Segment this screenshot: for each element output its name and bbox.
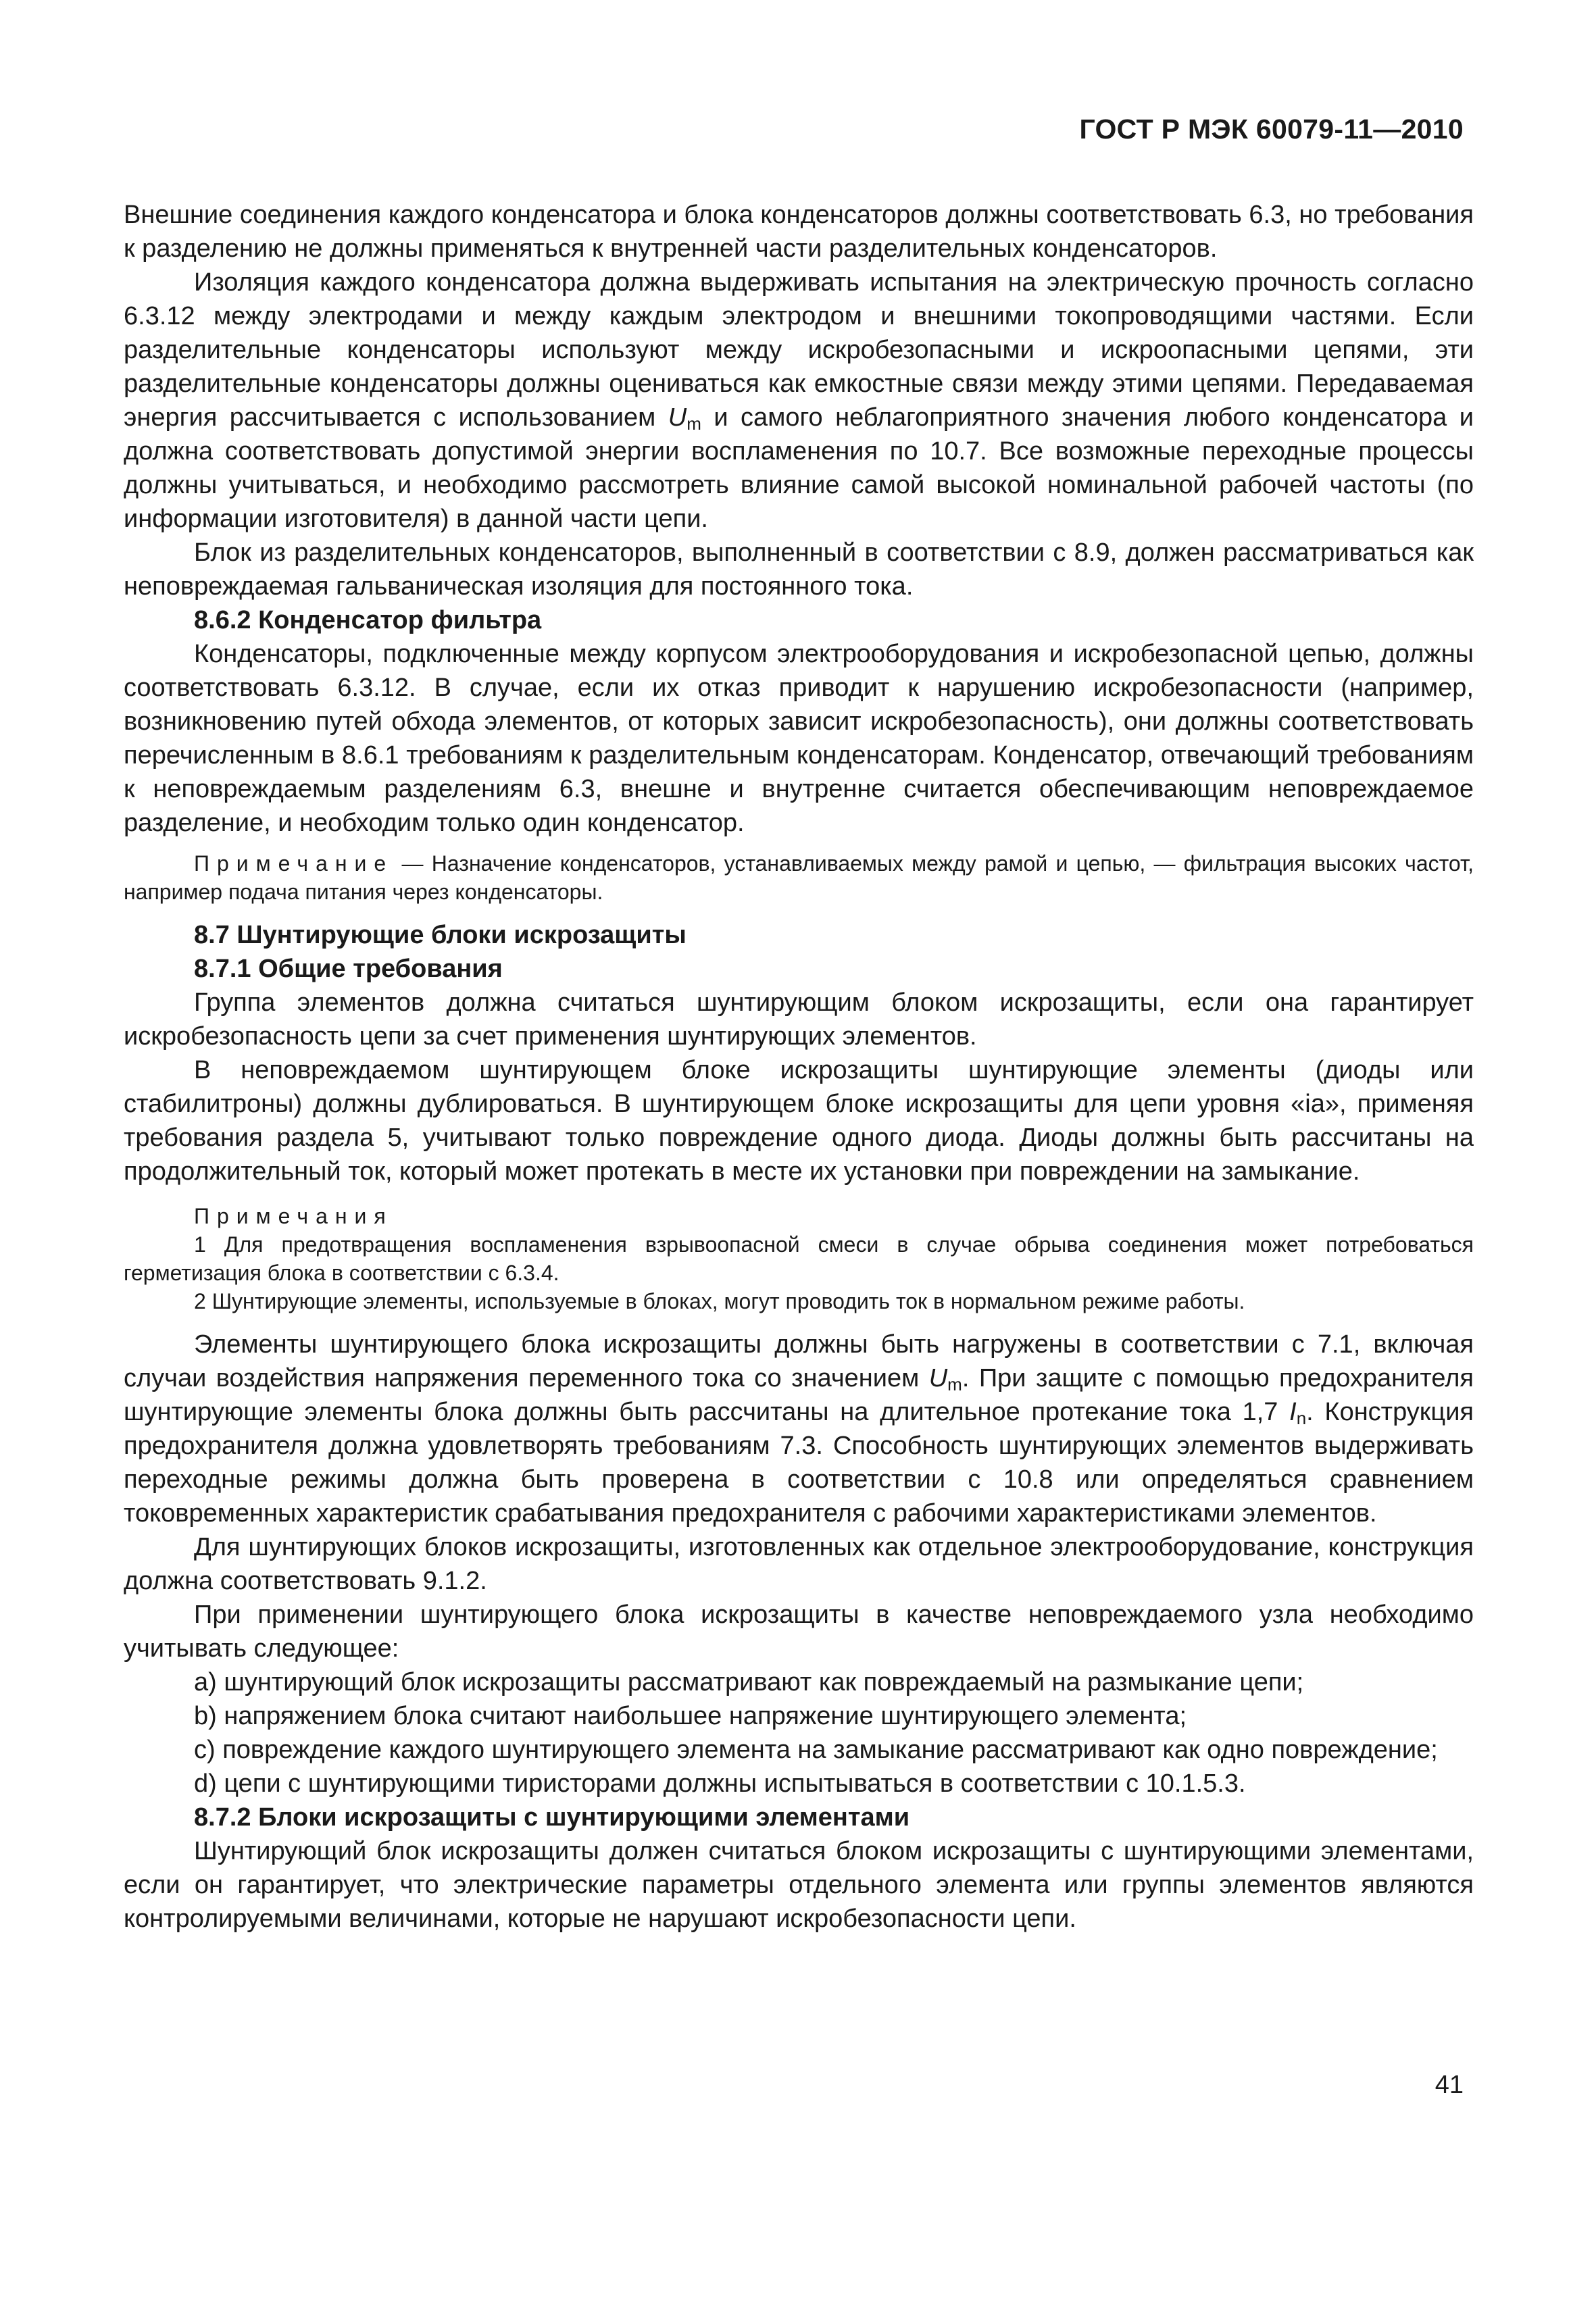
paragraph-consider-following: При применении шунтирующего блока искрозащиты в качестве неповреждаемого узла необходимо учитывать следующее: <box>124 1601 1474 1663</box>
heading-8-7: 8.7 Шунтирующие блоки искрозащиты <box>194 921 687 949</box>
heading-8-6-2: 8.6.2 Конденсатор фильтра <box>194 606 542 634</box>
paragraph-capacitor-block: Блок из разделительных конденсаторов, выполненный в соответствии с 8.9, должен рассматриваться как неповреждаемая гальваническая изоляция для постоянного тока. <box>124 538 1474 601</box>
subscript-m: m <box>687 413 701 434</box>
paragraph-external-connections: Внешние соединения каждого конденсатора и блока конденсаторов должны соответствовать 6.3, но требования к разделению не должны применяться к внутренней части разделительных конденсаторов. <box>124 201 1474 263</box>
heading-8-7-1: 8.7.1 Общие требования <box>194 955 503 983</box>
document-body <box>124 198 1474 1936</box>
note-filter: Примечание — Назначение конденсаторов, устанавливаемых между рамой и цепью, — фильтрация высоких частот, например подача питания через конденсаторы. <box>124 851 1474 904</box>
list-item-c: c) повреждение каждого шунтирующего элемента на замыкание рассматривают как одно повреждение; <box>194 1736 1438 1764</box>
subscript-n: n <box>1296 1408 1307 1428</box>
notes-block <box>124 1202 1474 1315</box>
symbol-i: I <box>1289 1398 1297 1426</box>
standard-header: ГОСТ Р МЭК 60079-11—2010 <box>1079 114 1464 145</box>
paragraph-shunt-loading: Элементы шунтирующего блока искрозащиты должны быть нагружены в соответствии с 7.1, включая случаи воздействия напряжения переменного тока со значением $U_m$. При защите с помощью предохранителя шунтирующие элементы блока должны быть рассчитаны на длительное протекание тока 1,7 $I_n$. Конструкция предохранителя должна удовлетворять требованиям 7.3. Способность шунтирующих элементов выдерживать переходные режимы должна быть проверена в соответствии с 10.8 или определяться сравнением токовременных характеристик срабатывания предохранителя с рабочими характеристиками элементов. <box>124 1330 1474 1528</box>
symbol-u: U <box>928 1364 948 1392</box>
heading-8-7-2: 8.7.2 Блоки искрозащиты с шунтирующими элементами <box>194 1803 910 1832</box>
page-number: 41 <box>1435 2071 1464 2099</box>
note-item-2: 2 Шунтирующие элементы, используемые в блоках, могут проводить ток в нормальном режиме работы. <box>194 1289 1245 1313</box>
note-label: Примечание <box>194 851 394 876</box>
list-item-a: a) шунтирующий блок искрозащиты рассматривают как повреждаемый на размыкание цепи; <box>194 1668 1304 1696</box>
note-item-1: 1 Для предотвращения воспламенения взрывоопасной смеси в случае обрыва соединения может потребоваться герметизация блока в соответствии с 6.3.4. <box>124 1232 1474 1285</box>
paragraph-capacitor-insulation: Изоляция каждого конденсатора должна выдерживать испытания на электрическую прочность согласно 6.3.12 между электродами и между каждым электродом и внешними токопроводящими частями. Если разделительные конденсаторы используют между искробезопасными и искроопасными цепями, эти разделительные конденсаторы должны оцениваться как емкостные связи между этими цепями. Передаваемая энергия рассчитывается с использованием $U_m$ и самого неблагоприятного значения любого конденсатора и должна соответствовать допустимой энергии воспламенения по 10.7. Все возможные переходные процессы должны учитываться, и необходимо рассмотреть влияние самой высокой номинальной рабочей частоты (по информации изготовителя) в данной части цепи. <box>124 268 1474 533</box>
list-item-b: b) напряжением блока считают наибольшее напряжение шунтирующего элемента; <box>194 1702 1187 1730</box>
paragraph-shunt-group: Группа элементов должна считаться шунтирующим блоком искрозащиты, если она гарантирует искробезопасность цепи за счет применения шунтирующих элементов. <box>124 988 1474 1051</box>
paragraph-separate-equipment: Для шунтирующих блоков искрозащиты, изготовленных как отдельное электрооборудование, конструкция должна соответствовать 9.1.2. <box>124 1533 1474 1595</box>
symbol-u: U <box>668 403 687 432</box>
notes-label: Примечания <box>194 1204 393 1228</box>
paragraph-shunt-elements: Шунтирующий блок искрозащиты должен считаться блоком искрозащиты с шунтирующими элементами, если он гарантирует, что электрические параметры отдельного элемента или группы элементов являются контролируемыми величинами, которые не нарушают искробезопасности цепи. <box>124 1837 1474 1933</box>
paragraph-filter-capacitors: Конденсаторы, подключенные между корпусом электрооборудования и искробезопасной цепью, должны соответствовать 6.3.12. В случае, если их отказ приводит к нарушению искробезопасности (например, возникновению путей обхода элементов, от которых зависит искробезопасность), они должны соответствовать перечисленным в 8.6.1 требованиям к разделительным конденсаторам. Конденсатор, отвечающий требованиям к неповреждаемым разделениям 6.3, внешне и внутренне считается обеспечивающим неповреждаемое разделение, и необходим только один конденсатор. <box>124 640 1474 837</box>
paragraph-shunt-duplication: В неповреждаемом шунтирующем блоке искрозащиты шунтирующие элементы (диоды или стабилитроны) должны дублироваться. В шунтирующем блоке искрозащиты для цепи уровня «ia», применяя требования раздела 5, учитывают только повреждение одного диода. Диоды должны быть рассчитаны на продолжительный ток, который может протекать в месте их установки при повреждении на замыкание. <box>124 1056 1474 1186</box>
list-item-d: d) цепи с шунтирующими тиристорами должны испытываться в соответствии с 10.1.5.3. <box>194 1769 1246 1798</box>
subscript-m: m <box>947 1374 962 1394</box>
